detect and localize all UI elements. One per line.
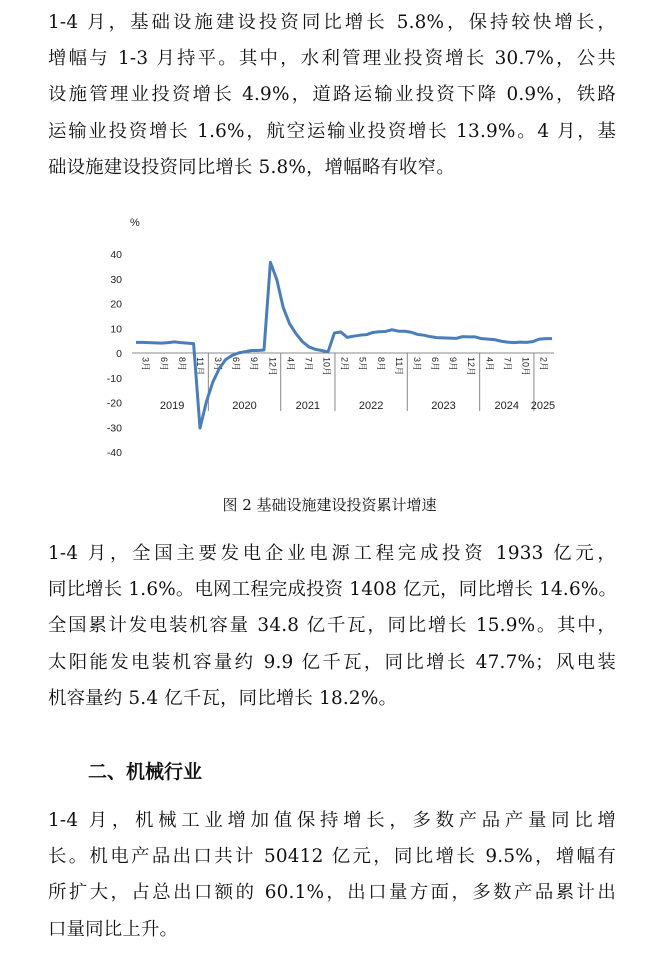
month-tick-label: 6月 [231,357,242,372]
y-tick-label: -40 [106,447,122,459]
month-tick-label: 10月 [321,357,332,377]
month-tick-label: 8月 [176,357,187,372]
month-tick-label: 4月 [484,357,495,372]
month-tick-label: 11月 [194,357,205,376]
paragraph-line: 设施管理业投资增长 4.9%，道路运输业投资下降 0.9%，铁路 [48,84,616,106]
figure-caption: 图 2 基础设施建设投资累计增速 [222,496,437,514]
month-tick-label: 3月 [140,357,151,372]
infrastructure-investment-chart [92,210,572,472]
paragraph-line: 所扩大，占总出口额的 60.1%，出口量方面，多数产品累计出 [48,882,616,904]
y-tick-label: 10 [110,323,122,336]
paragraph-power [48,536,616,717]
month-tick-label: 3月 [411,357,422,372]
y-tick-label: 20 [110,298,122,311]
paragraph-line: 1-4 月，机械工业增加值保持增长，多数产品产量同比增 [48,810,616,831]
paragraph-line: 础设施建设投资同比增长 5.8%，增幅略有收窄。 [48,156,455,178]
month-tick-label: 10月 [520,357,531,377]
y-tick-label: 0 [116,348,122,360]
paragraph-line: 1-4 月，全国主要发电企业电源工程完成投资 1933 亿元， [48,543,616,564]
year-label: 2020 [232,400,257,412]
year-label: 2021 [295,400,321,412]
month-tick-label: 5月 [357,357,368,372]
y-tick-label: 40 [110,249,122,261]
paragraph-line: 机容量约 5.4 亿千瓦，同比增长 18.2%。 [48,687,398,709]
y-tick-label: -10 [106,372,122,385]
paragraph-line: 太阳能发电装机容量约 9.9 亿千瓦，同比增长 47.7%；风电装 [48,651,616,673]
year-label: 2025 [530,400,556,412]
month-tick-label: 8月 [375,357,386,372]
month-tick-label: 7月 [303,357,314,372]
paragraph-line: 长。机电产品出口共计 50412 亿元，同比增长 9.5%，增幅有 [48,846,616,868]
month-tick-label: 7月 [502,357,513,372]
month-tick-label: 2月 [538,357,549,372]
month-tick-label: 4月 [285,357,296,372]
section-heading-machinery: 二、机械行业 [88,761,203,783]
paragraph-line: 运输业投资增长 1.6%，航空运输业投资增长 13.9%。4 月，基 [48,120,616,142]
paragraph-line: 口量同比上升。 [48,918,179,940]
paragraph-machinery [48,803,616,948]
y-tick-label: -20 [106,397,122,410]
paragraph-infrastructure [48,5,616,186]
y-tick-label: -30 [106,422,122,435]
month-tick-label: 12月 [267,357,278,377]
paragraph-line: 1-4 月，基础设施建设投资同比增长 5.8%，保持较快增长， [48,12,616,33]
month-tick-label: 12月 [466,357,477,377]
paragraph-line: 同比增长 1.6%。电网工程完成投资 1408 亿元，同比增长 14.6%。 [48,579,618,601]
month-tick-label: 6月 [158,357,169,372]
month-tick-label: 9月 [249,357,260,372]
series-line [136,262,552,428]
paragraph-line: 全国累计发电装机容量 34.8 亿千瓦，同比增长 15.9%。其中， [48,615,616,637]
month-tick-label: 9月 [448,357,459,372]
month-tick-label: 3月 [213,357,224,372]
year-label: 2019 [159,400,185,412]
year-label: 2024 [494,400,520,412]
paragraph-line: 增幅与 1-3 月持平。其中，水利管理业投资增长 30.7%，公共 [48,48,616,70]
month-tick-label: 2月 [339,357,350,372]
year-label: 2023 [431,400,456,412]
year-label: 2022 [358,400,384,412]
y-tick-label: 30 [110,273,122,286]
month-tick-label: 6月 [430,357,441,372]
month-tick-label: 11月 [393,357,404,376]
y-axis-unit-label: % [130,217,140,229]
